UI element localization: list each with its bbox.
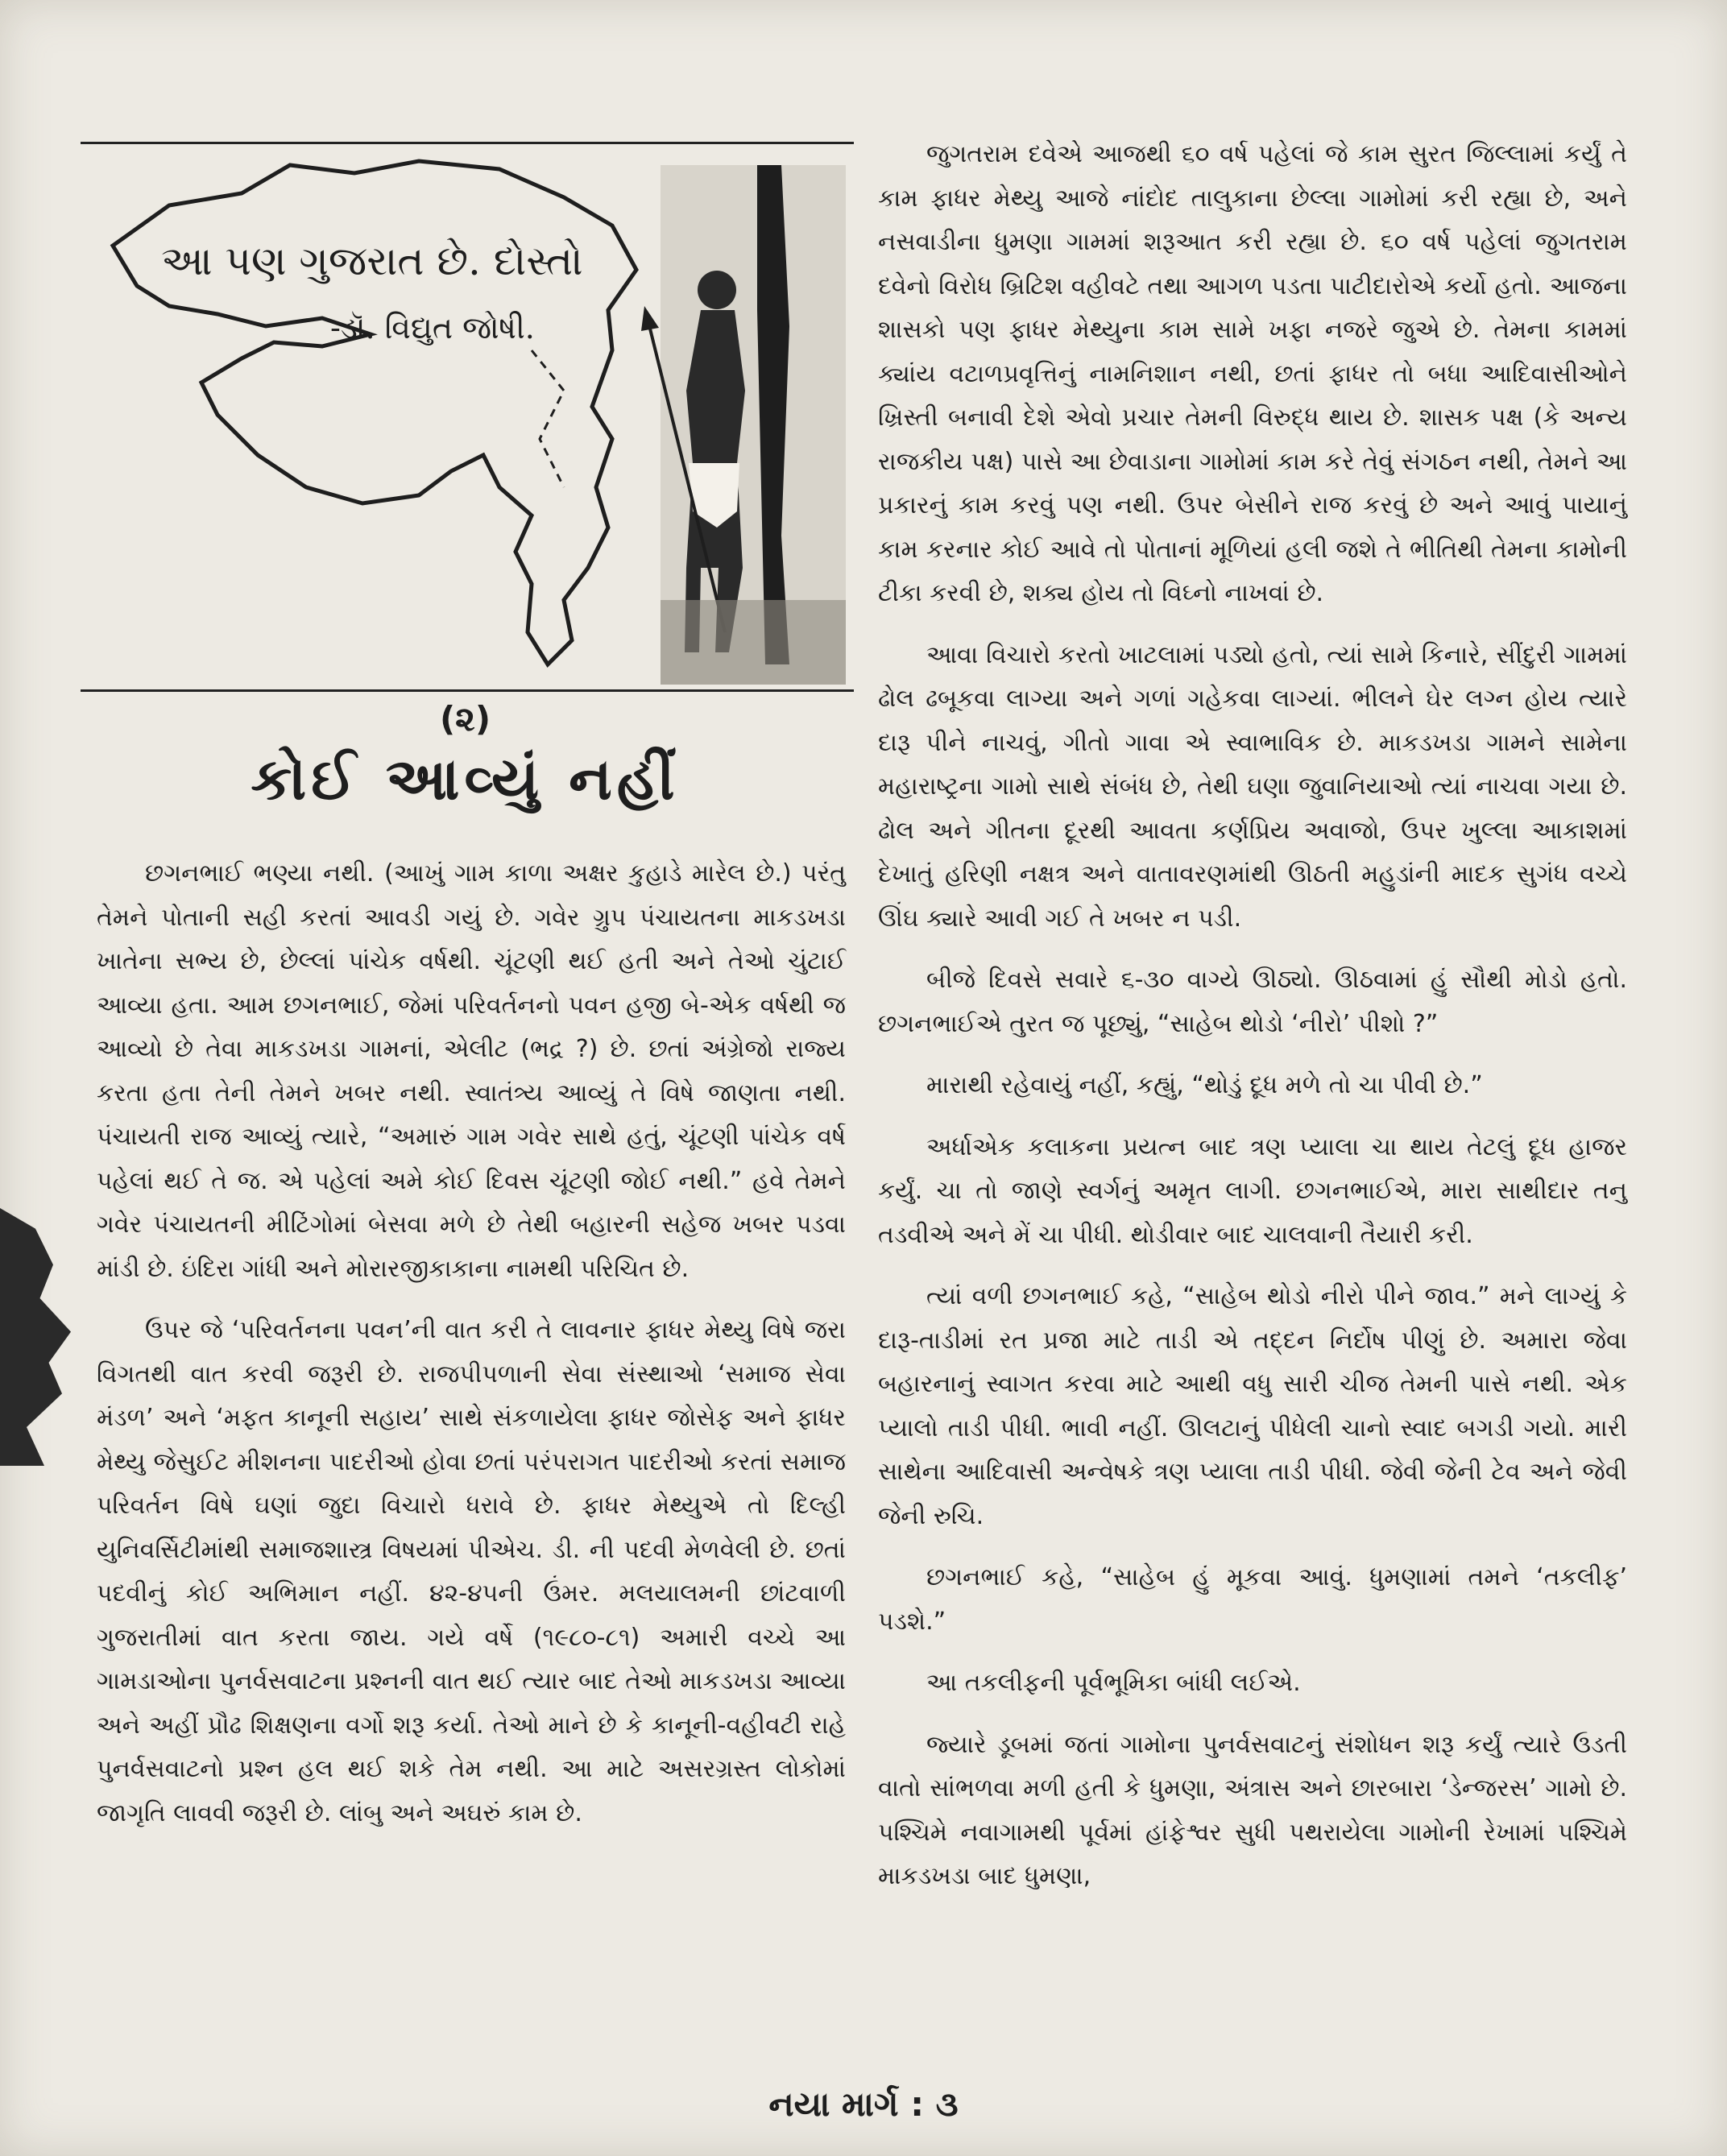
paragraph: છગનભાઈ ભણ્યા નથી. (આખું ગામ કાળા અક્ષર કુહાડે મારેલ છે.) પરંતુ તેમને પોતાની સહી કરતાં આવડી ગયું છે. ગવેર ગ્રુપ પંચાયતના માકડખડા ખાતેના સભ્ય છે, છેલ્લાં પાંચેક વર્ષથી. ચૂંટણી થઈ હતી અને તેઓ ચુંટાઈ આવ્યા હતા. આમ છગનભાઈ, જેમાં પરિવર્તનનો પવન હજી બે-એક વર્ષથી જ આવ્યો છે તેવા માકડખડા ગામનાં, એલીટ (ભદ્ર ?) છે. છતાં અંગ્રેજો રાજ્ય કરતા હતા તેની તેમને ખબર નથી. સ્વાતંત્ર્ય આવ્યું તે વિષે જાણતા નથી. પંચાયતી રાજ આવ્યું ત્યારે, “અમારું ગામ ગવેર સાથે હતું, ચૂંટણી પાંચેક વર્ષ પહેલાં થઈ તે જ. એ પહેલાં અમે કોઈ દિવસ ચૂંટણી જોઈ નથી.” હવે તેમને ગવેર પંચાયતની મીટિંગોમાં બેસવા મળે છે તેથી બહારની સહેજ ખબર પડવા માંડી છે. ઇંદિરા ગાંધી અને મોરારજીકાકાના નામથી પરિચિત છે. bbox=[97, 859, 846, 1283]
paragraph: મારાથી રહેવાયું નહીં, કહ્યું, “થોડું દૂધ મળે તો ચા પીવી છે.” bbox=[926, 1071, 1483, 1099]
paragraph: જુગતરામ દવેએ આજથી ૬૦ વર્ષ પહેલાં જે કામ સુરત જિલ્લામાં કર્યું તે કામ ફાધર મેથ્યુ આજે નાંદોદ તાલુકાના છેલ્લા ગામોમાં કરી રહ્યા છે, અને નસવાડીના ધુમણા ગામમાં શરૂઆત કરી રહ્યા છે. ૬૦ વર્ષ પહેલાં જુગતરામ દવેનો વિરોધ બ્રિટિશ વહીવટે તથા આગળ પડતા પાટીદારોએ કર્યો હતો. આજના શાસકો પણ ફાધર મેથ્યુના કામ સામે ખફા નજરે જુએ છે. તેમના કામમાં ક્યાંય વટાળપ્રવૃત્તિનું નામનિશાન નથી, છતાં ફાધર તો બધા આદિવાસીઓને ખ્રિસ્તી બનાવી દેશે એવો પ્રચાર તેમની વિરુદ્ધ થાય છે. શાસક પક્ષ (કે અન્ય રાજકીય પક્ષ) પાસે આ છેવાડાના ગામોમાં કામ કરે તેવું સંગઠન નથી, તેમને આ પ્રકારનું કામ કરવું પણ નથી. ઉપર બેસીને રાજ કરવું છે અને આવું પાયાનું કામ કરનાર કોઈ આવે તો પોતાનાં મૂળિયાં હલી જશે તે ભીતિથી તેમના કામોની ટીકા કરવી છે, શક્ય હોય તો વિઘ્નો નાખવાં છે. bbox=[878, 140, 1627, 607]
arrow-head bbox=[641, 306, 659, 331]
map-inner-border bbox=[532, 350, 564, 487]
paragraph: જ્યારે ડૂબમાં જતાં ગામોના પુનર્વસવાટનું સંશોધન શરૂ કર્યું ત્યારે ઉડતી વાતો સાંભળવા મળી હતી કે ધુમણા, અંત્રાસ અને છારબારા ‘ડેન્જરસ’ ગામો છે. પશ્ચિમે નવાગામથી પૂર્વમાં હાંફેશ્વર સુધી પથરાયેલા ગામોની રેખામાં પશ્ચિમે માકડખડા બાદ ધુમણા, bbox=[878, 1730, 1627, 1890]
tribal-man-head bbox=[698, 271, 736, 309]
figure-author: -ડૉ. વિદ્યુત જોષી. bbox=[330, 310, 535, 346]
article-number: (૨) bbox=[439, 699, 491, 739]
article-title: કોઈ આવ્યું નહીં bbox=[251, 745, 680, 813]
figure-title: આ પણ ગુજરાત છે. દોસ્તો bbox=[161, 238, 583, 284]
ground-texture bbox=[661, 600, 846, 685]
paragraph: અર્ધાએક કલાકના પ્રયત્ન બાદ ત્રણ પ્યાલા ચા થાય તેટલું દૂધ હાજર કર્યું. ચા તો જાણે સ્વર્ગનું અમૃત લાગી. છગનભાઈએ, મારા સાથીદાર તનુ તડવીએ અને મેં ચા પીધી. થોડીવાર બાદ ચાલવાની તૈયારી કરી. bbox=[878, 1132, 1628, 1249]
gujarat-map-illustration bbox=[81, 149, 854, 685]
paragraph: આ તકલીફની પૂર્વભૂમિકા બાંધી લઈએ. bbox=[926, 1669, 1301, 1697]
right-text-column bbox=[878, 133, 1627, 1917]
top-rule bbox=[81, 142, 854, 144]
paragraph: છગનભાઈ કહે, “સાહેબ હું મૂકવા આવું. ધુમણામાં તમને ‘તકલીફ’ પડશે.” bbox=[878, 1563, 1627, 1636]
middle-rule bbox=[81, 689, 854, 692]
left-text-column bbox=[97, 852, 846, 1853]
paragraph: ત્યાં વળી છગનભાઈ કહે, “સાહેબ થોડો નીરો પીને જાવ.” મને લાગ્યું કે દારૂ-તાડીમાં રત પ્રજા માટે તાડી એ તદ્દન નિર્દોષ પીણું છે. અમારા જેવા બહારનાનું સ્વાગત કરવા માટે આથી વધુ સારી ચીજ તેમની પાસે નથી. એક પ્યાલો તાડી પીધી. ભાવી નહીં. ઊલટાનું પીધેલી ચાનો સ્વાદ બગડી ગયો. મારી સાથેના આદિવાસી અન્વેષકે ત્રણ પ્યાલા તાડી પીધી. જેવી જેની ટેવ અને જેવી જેની રુચિ. bbox=[878, 1282, 1627, 1530]
torn-page-edge bbox=[0, 1208, 89, 1466]
paragraph: ઉપર જે ‘પરિવર્તનના પવન’ની વાત કરી તે લાવનાર ફાધર મેથ્યુ વિષે જરા વિગતથી વાત કરવી જરૂરી છે. રાજપીપળાની સેવા સંસ્થાઓ ‘સમાજ સેવા મંડળ’ અને ‘મફત કાનૂની સહાય’ સાથે સંકળાયેલા ફાધર જોસેફ અને ફાધર મેથ્યુ જેસુઈટ મીશનના પાદરીઓ હોવા છતાં પરંપરાગત પાદરીઓ કરતાં સમાજ પરિવર્તન વિષે ઘણાં જુદા વિચારો ધરાવે છે. ફાધર મેથ્યુએ તો દિલ્હી યુનિવર્સિટીમાંથી સમાજશાસ્ત્ર વિષયમાં પીએચ. ડી. ની પદવી મેળવેલી છે. છતાં પદવીનું કોઈ અભિમાન નહીં. ૪૨-૪૫ની ઉંમર. મલયાલમની છાંટવાળી ગુજરાતીમાં વાત કરતા જાય. ગયે વર્ષે (૧૯૮૦-૮૧) અમારી વચ્ચે આ ગામડાઓના પુનર્વસવાટના પ્રશ્નની વાત થઈ ત્યાર બાદ તેઓ માકડખડા આવ્યા અને અહીં પ્રૌઢ શિક્ષણના વર્ગો શરૂ કર્યા. તેઓ માને છે કે કાનૂની-વહીવટી રાહે પુનર્વસવાટનો પ્રશ્ન હલ થઈ શકે તેમ નથી. આ માટે અસરગ્રસ્ત લોકોમાં જાગૃતિ લાવવી જરૂરી છે. લાંબુ અને અઘરું કામ છે. bbox=[97, 1316, 846, 1827]
gujarat-map-outline bbox=[113, 161, 636, 664]
paragraph: બીજે દિવસે સવારે ૬-૩૦ વાગ્યે ઊઠ્યો. ઊઠવામાં હું સૌથી મોડો હતો. છગનભાઈએ તુરત જ પૂછ્યું, “સાહેબ થોડો ‘નીરો’ પીશો ?” bbox=[878, 966, 1627, 1038]
paragraph: આવા વિચારો કરતો ખાટલામાં પડ્યો હતો, ત્યાં સામે કિનારે, સીંદુરી ગામમાં ઢોલ ઢબૂકવા લાગ્યા અને ગળાં ગહેકવા લાગ્યાં. ભીલને ઘેર લગ્ન હોય ત્યારે દારૂ પીને નાચવું, ગીતો ગાવા એ સ્વાભાવિક છે. માકડખડા ગામને સામેના મહારાષ્ટ્રના ગામો સાથે સંબંધ છે, તેથી ઘણા જુવાનિયાઓ ત્યાં નાચવા ગયા છે. ઢોલ અને ગીતના દૂરથી આવતા કર્ણપ્રિય અવાજો, ઉપર ખુલ્લા આકાશમાં દેખાતું હરિણી નક્ષત્ર અને વાતાવરણમાંથી ઊઠતી મહુડાંની માદક સુગંધ વચ્ચે ઊંઘ ક્યારે આવી ગઈ તે ખબર ન પડી. bbox=[878, 640, 1627, 933]
page-footer: નયા માર્ગ : ૩ bbox=[768, 2084, 959, 2124]
